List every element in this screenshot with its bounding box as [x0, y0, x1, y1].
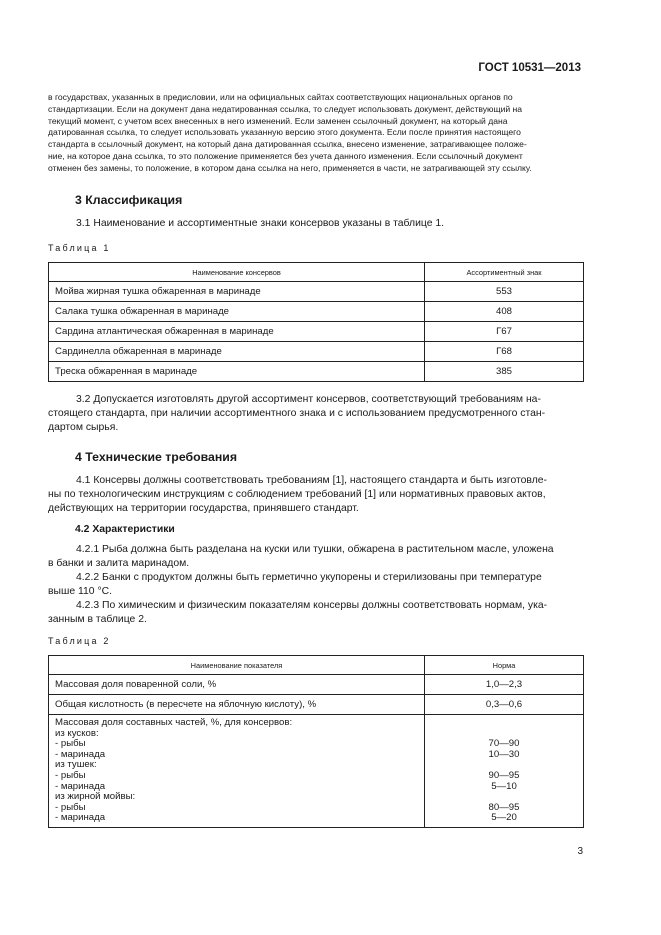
table-1-caption: Таблица 1 [48, 243, 111, 253]
table-cell: Сардина атлантическая обжаренная в маринаде [49, 322, 425, 342]
table-header: Норма [425, 656, 584, 675]
paragraph-line: выше 110 °С. [48, 586, 112, 597]
cell-line: - маринада [55, 780, 106, 792]
cell-line: 5—10 [491, 780, 517, 792]
table-cell: 0,3—0,6 [425, 695, 584, 715]
cell-line: Массовая доля составных частей, %, для консервов: [55, 717, 293, 728]
table-row [49, 302, 584, 322]
paragraph-3-2 [48, 393, 583, 435]
table-row [49, 362, 584, 382]
intro-line: в государствах, указанных в предисловии, или на официальных сайтах соответствующих национальных органов по [48, 92, 513, 102]
table-2-caption: Таблица 2 [48, 636, 111, 646]
paragraphs-4-2 [48, 543, 583, 627]
cell-line: из кусков: [55, 727, 99, 739]
table-cell: 408 [425, 302, 584, 322]
paragraph-line: 4.1 Консервы должны соответствовать требованиям [1], настоящего стандарта и быть изготовле- [76, 475, 548, 486]
table-header: Ассортиментный знак [425, 263, 584, 282]
cell-line [431, 718, 577, 729]
cell-line: 70—90 [488, 738, 520, 750]
paragraph-line: 3.2 Допускается изготовлять другой ассортимент консервов, соответствующий требованиям на- [76, 394, 541, 405]
table-cell: Г67 [425, 322, 584, 342]
paragraph-line: стоящего стандарта, при наличии ассортиментного знака и с использованием предусмотренного стан- [48, 408, 546, 419]
table-row [49, 695, 584, 715]
table-header: Наименование консервов [49, 263, 425, 282]
cell-line: - рыбы [55, 738, 86, 750]
paragraph-line: в банки и залита маринадом. [48, 558, 190, 569]
table-cell [425, 715, 584, 828]
page-number: 3 [577, 846, 583, 857]
intro-line: текущий момент, с учетом всех внесенных в него изменений. Если заменен ссылочный документ, на который дана [48, 115, 508, 126]
table-cell: Салака тушка обжаренная в маринаде [49, 302, 425, 322]
table-cell [49, 715, 425, 828]
table-cell: 1,0—2,3 [425, 675, 584, 695]
cell-line: из жирной мойвы: [55, 791, 136, 803]
cell-line: из тушек: [55, 759, 97, 771]
paragraph-line: 4.2.3 По химическим и физическим показателям консервы должны соответствовать нормам, ука- [76, 600, 548, 611]
intro-line: стандартизации. Если на документ дана недатированная ссылка, то следует использовать документ, действующий на [48, 103, 523, 114]
intro-line: ние, на которое дана ссылка, то это положение применяется без учета данного изменения. Если ссылочный документ [48, 150, 523, 161]
cell-line: - маринада [55, 812, 106, 824]
paragraph-line: дартом сырья. [48, 422, 119, 433]
intro-paragraph [48, 92, 583, 175]
table-cell: Треска обжаренная в маринаде [49, 362, 425, 382]
table-cell: Мойва жирная тушка обжаренная в маринаде [49, 282, 425, 302]
cell-line: - рыбы [55, 801, 86, 813]
table-cell: Сардинелла обжаренная в маринаде [49, 342, 425, 362]
paragraph-line: 4.2.1 Рыба должна быть разделана на куски или тушки, обжарена в растительном масле, уложена [76, 544, 554, 555]
cell-line: 80—95 [488, 801, 520, 813]
subsection-4-2-heading: 4.2 Характеристики [75, 524, 175, 535]
paragraph-line: 3.1 Наименование и ассортиментные знаки консервов указаны в таблице 1. [76, 218, 445, 229]
table-row [49, 282, 584, 302]
table-cell: Г68 [425, 342, 584, 362]
cell-line: - маринада [55, 748, 106, 760]
table-header: Наименование показателя [49, 656, 425, 675]
table-row [49, 342, 584, 362]
paragraph-3-1 [48, 217, 583, 231]
paragraph-4-1 [48, 474, 583, 516]
cell-line: - рыбы [55, 769, 86, 781]
paragraph-line: занным в таблице 2. [48, 614, 147, 625]
cell-line: 90—95 [488, 769, 520, 781]
table-cell: Общая кислотность (в пересчете на яблочную кислоту), % [49, 695, 425, 715]
table-2 [48, 655, 584, 828]
table-row [49, 322, 584, 342]
table-cell: 553 [425, 282, 584, 302]
table-cell: Массовая доля поваренной соли, % [49, 675, 425, 695]
document-code: ГОСТ 10531—2013 [478, 62, 581, 74]
intro-line: отменен без замены, то положение, в котором дана ссылка на него, применяется в части, не затрагивающей эту ссылку. [48, 162, 532, 173]
intro-line: стандарта в ссылочный документ, на который дана датированная ссылка, внесено изменение, затрагивающее положе- [48, 139, 527, 150]
paragraph-line: 4.2.2 Банки с продуктом должны быть герметично укупорены и стерилизованы при температуре [76, 572, 542, 583]
cell-line: 5—20 [491, 812, 517, 824]
table-1 [48, 262, 584, 382]
section-4-heading: 4 Технические требования [75, 450, 237, 464]
table-cell: 385 [425, 362, 584, 382]
paragraph-line: действующих на территории государства, принявшего стандарт. [48, 503, 359, 514]
table-row [49, 715, 584, 828]
paragraph-line: ны по технологическим инструкциям с соблюдением требований [1] или нормативных правовых актов, [48, 489, 546, 500]
cell-line: 10—30 [488, 748, 520, 760]
section-3-heading: 3 Классификация [75, 193, 183, 207]
table-row [49, 675, 584, 695]
intro-line: датированная ссылка, то следует использовать указанную версию этого документа. Если после принятия настоящего [48, 127, 521, 138]
